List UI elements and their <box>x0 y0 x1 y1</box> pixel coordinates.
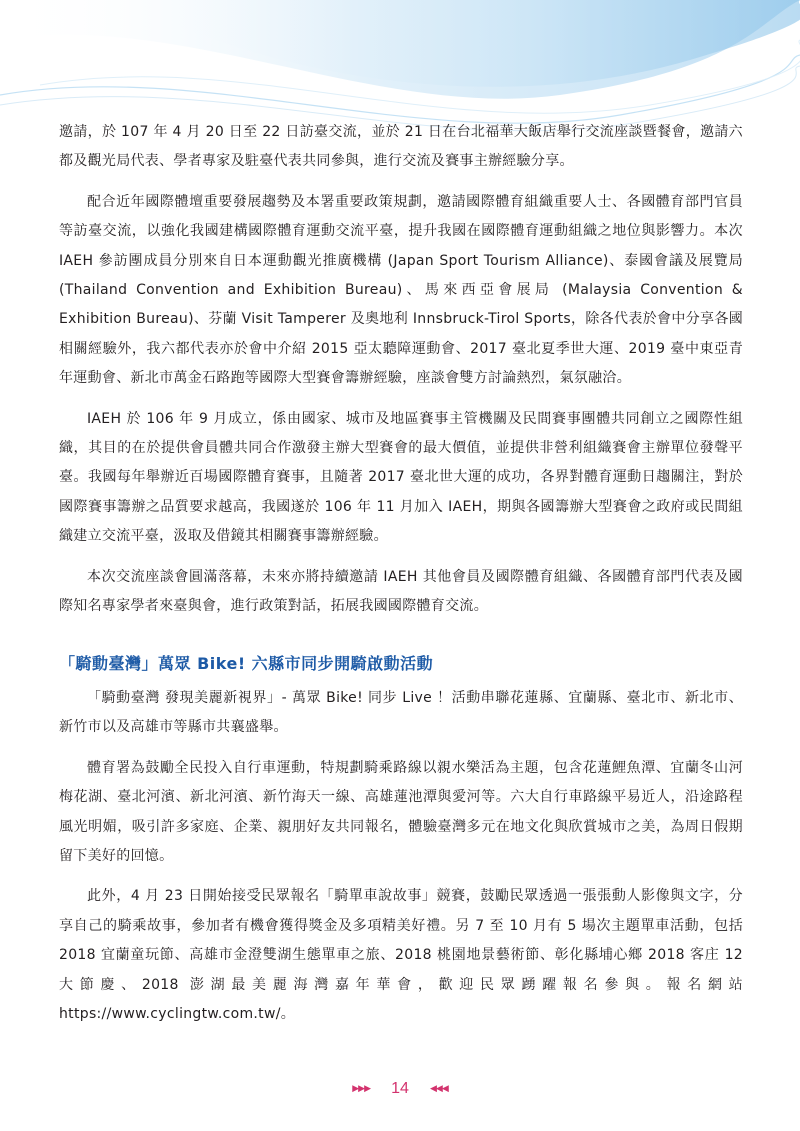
paragraph-visit-intro: 邀請，於 107 年 4 月 20 日至 22 日訪臺交流，並於 21 日在台北福華大飯店舉行交流座談暨餐會，邀請六都及觀光局代表、學者專家及駐臺代表共同參與，進行交流及賽事主辦經驗分享。 <box>59 124 743 170</box>
section-heading: 「騎動臺灣」萬眾 Bike! 六縣市同步開騎啟動活動 <box>59 654 434 673</box>
page-number: 14 <box>391 1080 409 1097</box>
paragraph-cycling-intro: 「騎動臺灣 發現美麗新視界」- 萬眾 Bike! 同步 Live ！活動串聯花蓮縣、宜蘭縣、臺北市、新北市、新竹市以及高雄市等縣市共襄盛舉。 <box>59 690 743 736</box>
arrow-left-decoration-icon: ◀◀◀ <box>429 1084 448 1094</box>
arrow-right-decoration-icon: ▶▶▶ <box>352 1084 370 1094</box>
paragraph-visit-details: 配合近年國際體壇重要發展趨勢及本署重要政策規劃，邀請國際體育組織重要人士、各國體育部門官員等訪臺交流，以強化我國建構國際體育運動交流平臺，提升我國在國際體育運動組織之地位與影響力。本次 IAEH 參訪團成員分別來自日本運動觀光推廣機構 (Japan Sport Tourism Alliance)、泰國會議及展覽局 (Thailand Convention and Exhibition Bureau)、馬來西亞會展局 (Malaysia Convention & Exhibition Bureau)、芬蘭 Visit Tamperer 及奧地利 Innsbruck-Tirol Sports，除各代表於會中分享各國相關經驗外，我六都代表亦於會中介紹 2015 亞太聽障運動會、2017 臺北夏季世大運、2019 臺中東亞青年運動會、新北市萬金石路跑等國際大型賽會籌辦經驗，座談會雙方討論熱烈，氣氛融洽。 <box>59 193 743 387</box>
article-top <box>59 118 743 633</box>
paragraph-iaeh-background: IAEH 於 106 年 9 月成立，係由國家、城市及地區賽事主管機關及民間賽事團體共同創立之國際性組織，其目的在於提供會員體共同合作激發主辦大型賽會的最大價值，並提供非營利組織賽會主辦單位發聲平臺。我國每年舉辦近百場國際體育賽事，且隨著 2017 臺北世大運的成功，各界對體育運動日趨關注，對於國際賽事籌辦之品質要求越高，我國遂於 106 年 11 月加入 IAEH，期與各國籌辦大型賽會之政府或民間組織建立交流平臺，汲取及借鏡其相關賽事籌辦經驗。 <box>59 410 743 545</box>
paragraph-conclusion: 本次交流座談會圓滿落幕，未來亦將持續邀請 IAEH 其他會員及國際體育組織、各國體育部門代表及國際知名專家學者來臺與會，進行政策對話，拓展我國國際體育交流。 <box>59 568 743 615</box>
paragraph-cycling-routes: 體育署為鼓勵全民投入自行車運動，特規劃騎乘路線以親水樂活為主題，包含花蓮鯉魚潭、宜蘭冬山河梅花湖、臺北河濱、新北河濱、新竹海天一線、高雄蓮池潭與愛河等。六大自行車路線平易近人，沿途路程風光明媚，吸引許多家庭、企業、親朋好友共同報名，體驗臺灣多元在地文化與欣賞城市之美，為周日假期留下美好的回憶。 <box>59 759 743 865</box>
paragraph-cycling-contest: 此外，4 月 23 日開始接受民眾報名「騎單車說故事」競賽，鼓勵民眾透過一張張動人影像與文字，分享自己的騎乘故事，參加者有機會獲得獎金及多項精美好禮。另 7 至 10 月有 5 場次主題單車活動，包括 2018 宜蘭童玩節、高雄市金澄雙湖生態單車之旅、2018 桃園地景藝術節、彰化縣埔心鄉 2018 客庄 12 大節慶、2018 澎湖最美麗海灣嘉年華會，歡迎民眾踴躍報名參與。報名網站 https://www.cyclingtw.com.tw/。 <box>59 888 743 1023</box>
article-cycling <box>59 684 743 1040</box>
page-footer <box>0 1078 800 1098</box>
